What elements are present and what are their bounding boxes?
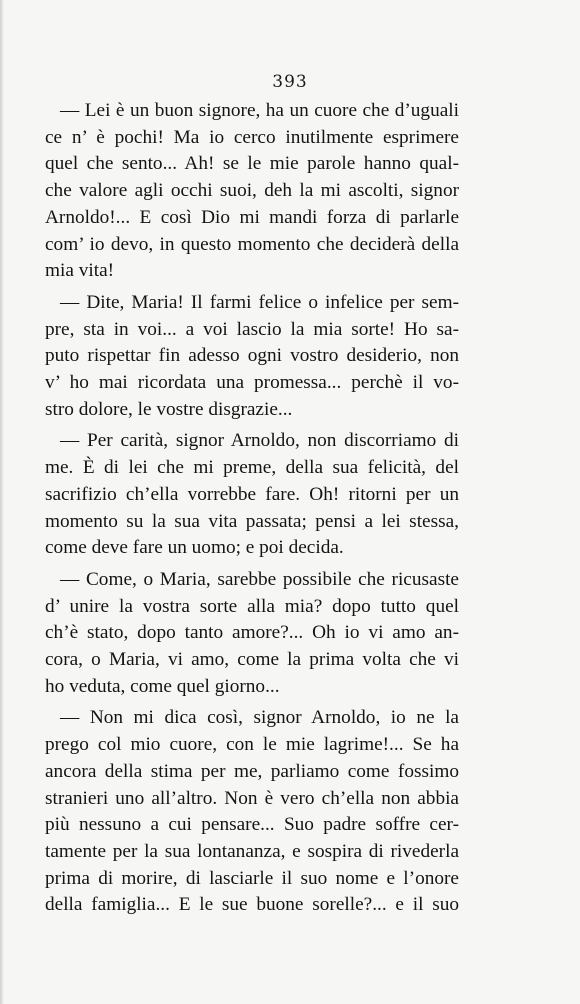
paragraph-1 <box>45 98 459 285</box>
text-line: quel che sento... Ah! se le mie parole hanno qual- <box>45 153 459 175</box>
text-line: — Come, o Maria, sarebbe possibile che ricusaste <box>60 568 459 590</box>
text-line: com’ io devo, in questo momento che deciderà della <box>45 233 459 255</box>
text-line: ch’è stato, dopo tanto amore?... Oh io vi amo an- <box>45 622 459 644</box>
text-line: — Non mi dica così, signor Arnoldo, io ne la <box>60 707 459 729</box>
text-line: stranieri uno all’altro. Non è vero ch’ella non abbia <box>45 787 459 809</box>
text-line: mia vita! <box>45 260 115 282</box>
text-line: ancora della stima per me, parliamo come fossimo <box>45 760 459 782</box>
text-line: cora, o Maria, vi amo, come la prima volta che vi <box>45 649 459 671</box>
text-line: v’ ho mai ricordata una promessa... perchè il vo- <box>45 372 459 394</box>
text-line: me. È di lei che mi preme, della sua felicità, del <box>45 457 459 479</box>
text-line: prego col mio cuore, con le mie lagrime!... Se ha <box>45 734 459 756</box>
text-line: — Lei è un buon signore, ha un cuore che d’uguali <box>60 100 459 121</box>
page-gutter-shadow <box>0 0 4 1004</box>
text-line: più nessuno a cui pensare... Suo padre soffre cer- <box>45 814 459 836</box>
text-line: prima di morire, di lasciarle il suo nome e l’onore <box>45 867 459 889</box>
text-line: stro dolore, le vostre disgrazie... <box>45 398 293 420</box>
text-line: — Dite, Maria! Il farmi felice o infelice per sem- <box>60 291 459 313</box>
text-line: come deve fare un uomo; e poi decida. <box>45 537 344 559</box>
paragraph-4 <box>45 567 459 701</box>
paragraph-5 <box>45 705 459 919</box>
text-line: puto rispettar fin adesso ogni vostro desiderio, non <box>45 345 459 367</box>
body-text <box>45 98 459 924</box>
text-line: Arnoldo!... E così Dio mi mandi forza di parlarle <box>45 206 459 228</box>
text-line: tamente per la sua lontananza, e sospira di rivederla <box>45 840 459 862</box>
text-line: che valore agli occhi suoi, deh la mi ascolti, signor <box>45 180 459 202</box>
text-line: ho veduta, come quel giorno... <box>45 675 280 697</box>
text-line: ce n’ è pochi! Ma io cerco inutilmente esprimere <box>45 126 459 148</box>
text-line: — Per carità, signor Arnoldo, non discorriamo di <box>60 430 459 452</box>
text-line: momento su la sua vita passata; pensi a lei stessa, <box>45 510 459 532</box>
text-line: d’ unire la vostra sorte alla mia? dopo tutto quel <box>45 595 459 617</box>
page-number: 393 <box>272 72 308 92</box>
paragraph-3 <box>45 428 459 562</box>
paragraph-2 <box>45 290 459 424</box>
text-line: della famiglia... E le sue buone sorelle?... e il suo <box>45 894 459 916</box>
text-line: pre, sta in voi... a voi lascio la mia sorte! Ho sa- <box>45 318 459 340</box>
text-line: sacrifizio ch’ella vorrebbe fare. Oh! ritorni per un <box>45 483 459 505</box>
